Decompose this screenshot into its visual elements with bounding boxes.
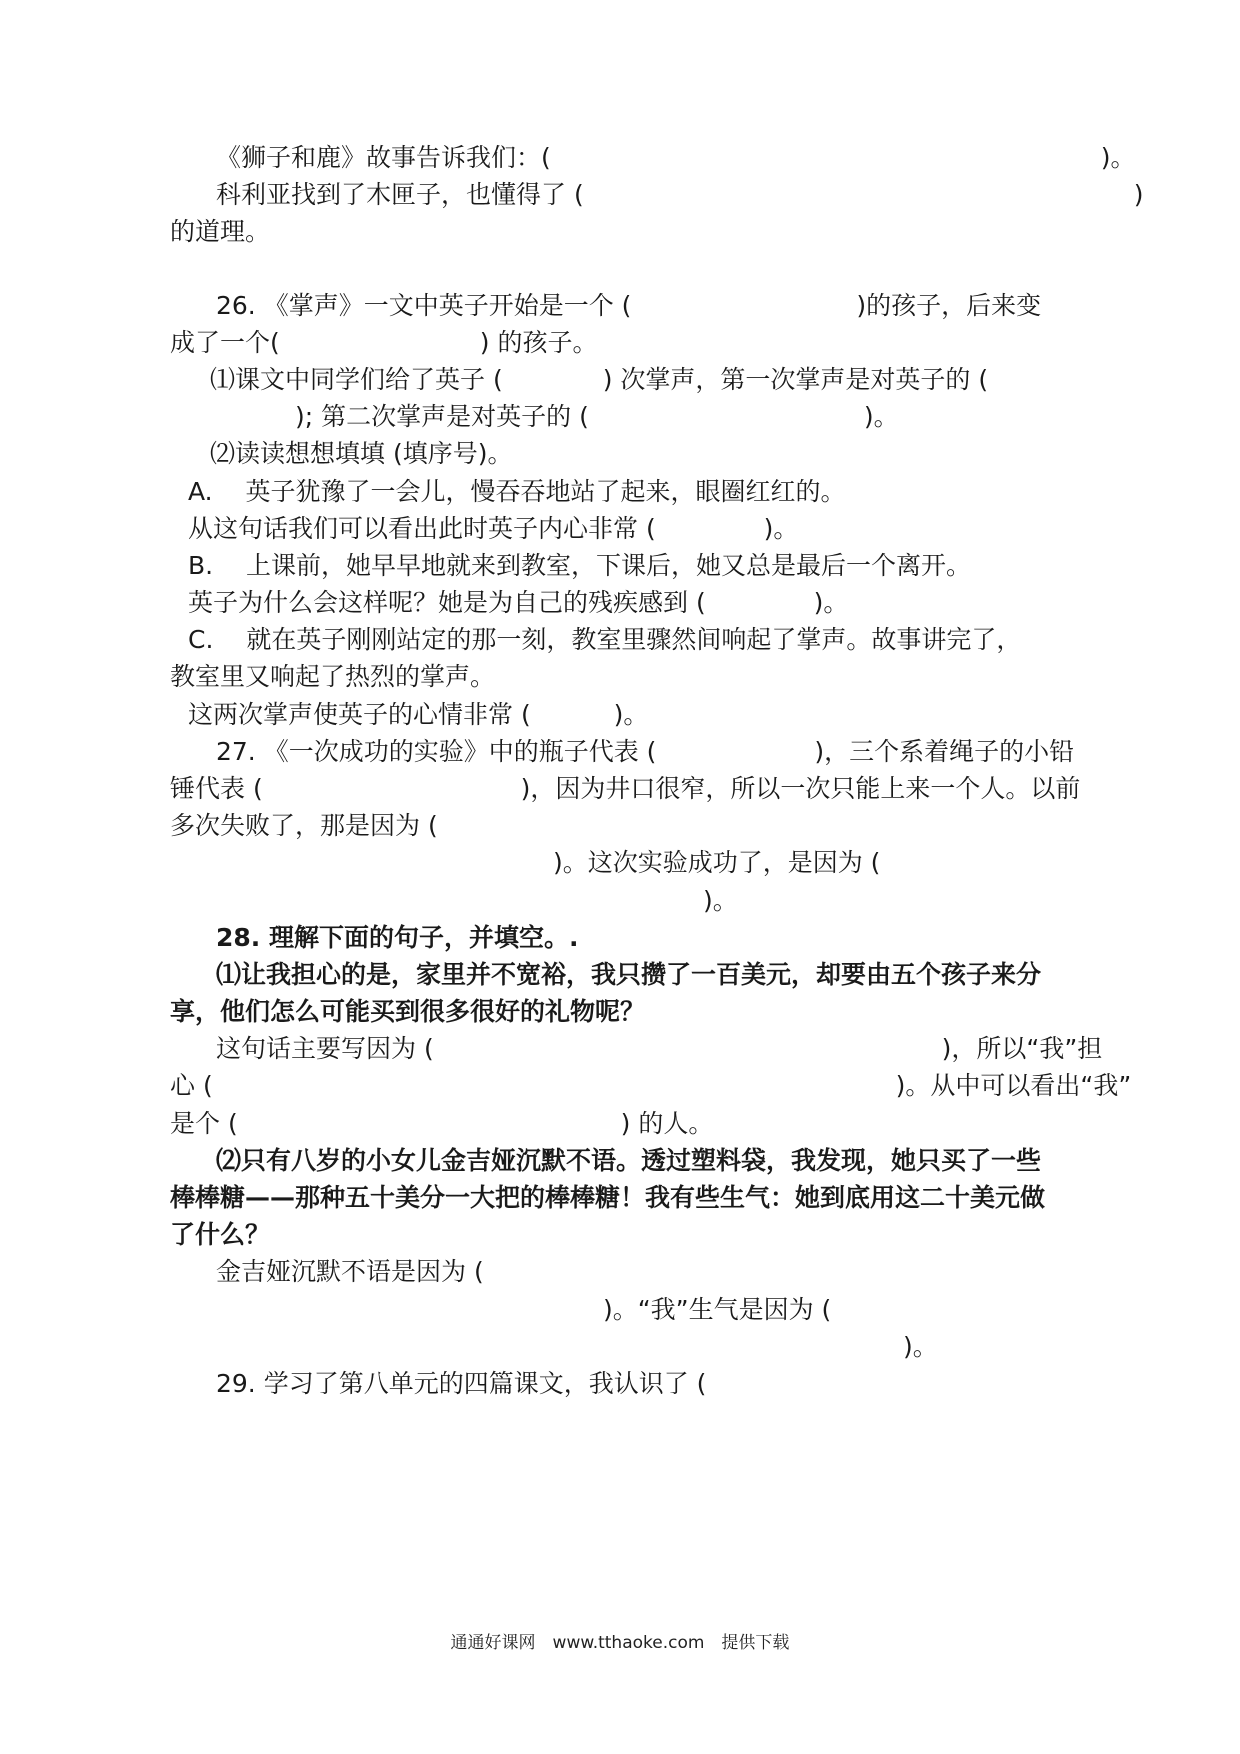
text-line: 的道理。 xyxy=(170,217,271,246)
question-28-line: 这句话主要写因为 ( )，所以“我”担 xyxy=(216,1034,1103,1063)
question-26-option-c: 这两次掌声使英子的心情非常 ( )。 xyxy=(188,700,649,729)
question-28-line: 金吉娅沉默不语是因为 ( xyxy=(216,1257,484,1286)
question-26-line: ⑵读读想想填填 (填序号)。 xyxy=(210,439,513,468)
question-26-option-c: 教室里又响起了热烈的掌声。 xyxy=(170,662,496,691)
question-26-option-a: A. 英子犹豫了一会儿，慢吞吞地站了起来，眼圈红红的。 xyxy=(188,477,846,506)
question-28-sentence-2: 了什么？ xyxy=(170,1220,271,1249)
question-27-line: 27. 《一次成功的实验》中的瓶子代表 ( )，三个系着绳子的小铅 xyxy=(216,737,1075,766)
question-26-option-b: 英子为什么会这样呢？她是为自己的残疾感到 ( )。 xyxy=(188,588,849,617)
question-26-option-a: 从这句话我们可以看出此时英子内心非常 ( )。 xyxy=(188,514,799,543)
question-29-line: 29. 学习了第八单元的四篇课文，我认识了 ( xyxy=(216,1369,707,1398)
question-28-line: 心 ( )。从中可以看出“我” xyxy=(170,1071,1132,1100)
question-26-line: ); 第二次掌声是对英子的 ( )。 xyxy=(170,402,899,431)
question-28-title: 28. 理解下面的句子，并填空。. xyxy=(216,923,579,952)
question-28-sentence-2: 棒棒糖——那种五十美分一大把的棒棒糖！我有些生气：她到底用这二十美元做 xyxy=(170,1183,1046,1212)
question-28-line: )。“我”生气是因为 ( xyxy=(170,1295,832,1324)
question-26-option-c: C. 就在英子刚刚站定的那一刻，教室里骤然间响起了掌声。故事讲完了， xyxy=(188,625,1022,654)
question-27-line: 多次失败了，那是因为 ( xyxy=(170,811,438,840)
question-28-sentence-1: 享，他们怎么可能买到很多很好的礼物呢？ xyxy=(170,997,646,1026)
text-line: 科利亚找到了木匣子，也懂得了 ( ) xyxy=(216,180,1144,209)
text-line: 《狮子和鹿》故事告诉我们：( )。 xyxy=(216,143,1136,172)
question-27-line: )。 xyxy=(170,886,738,915)
question-27-line: 锤代表 ( )，因为井口很窄，所以一次只能上来一个人。以前 xyxy=(170,774,1081,803)
question-27-line: )。这次实验成功了，是因为 ( xyxy=(170,848,881,877)
question-26-line: ⑴课文中同学们给了英子 ( ) 次掌声，第一次掌声是对英子的 ( xyxy=(210,365,989,394)
question-26-option-b: B. 上课前，她早早地就来到教室，下课后，她又总是最后一个离开。 xyxy=(188,551,972,580)
question-26-line: 成了一个( ) 的孩子。 xyxy=(170,328,598,357)
question-28-sentence-1: ⑴让我担心的是，家里并不宽裕，我只攒了一百美元，却要由五个孩子来分 xyxy=(216,960,1042,989)
footer-source-note: 通通好课网 www.tthaoke.com 提供下载 xyxy=(450,1633,790,1653)
question-28-line: 是个 ( ) 的人。 xyxy=(170,1109,714,1138)
question-26-line: 26. 《掌声》一文中英子开始是一个 ( )的孩子，后来变 xyxy=(216,291,1042,320)
question-28-line: )。 xyxy=(170,1332,938,1361)
question-28-sentence-2: ⑵只有八岁的小女儿金吉娅沉默不语。透过塑料袋，我发现，她只买了一些 xyxy=(216,1146,1042,1175)
